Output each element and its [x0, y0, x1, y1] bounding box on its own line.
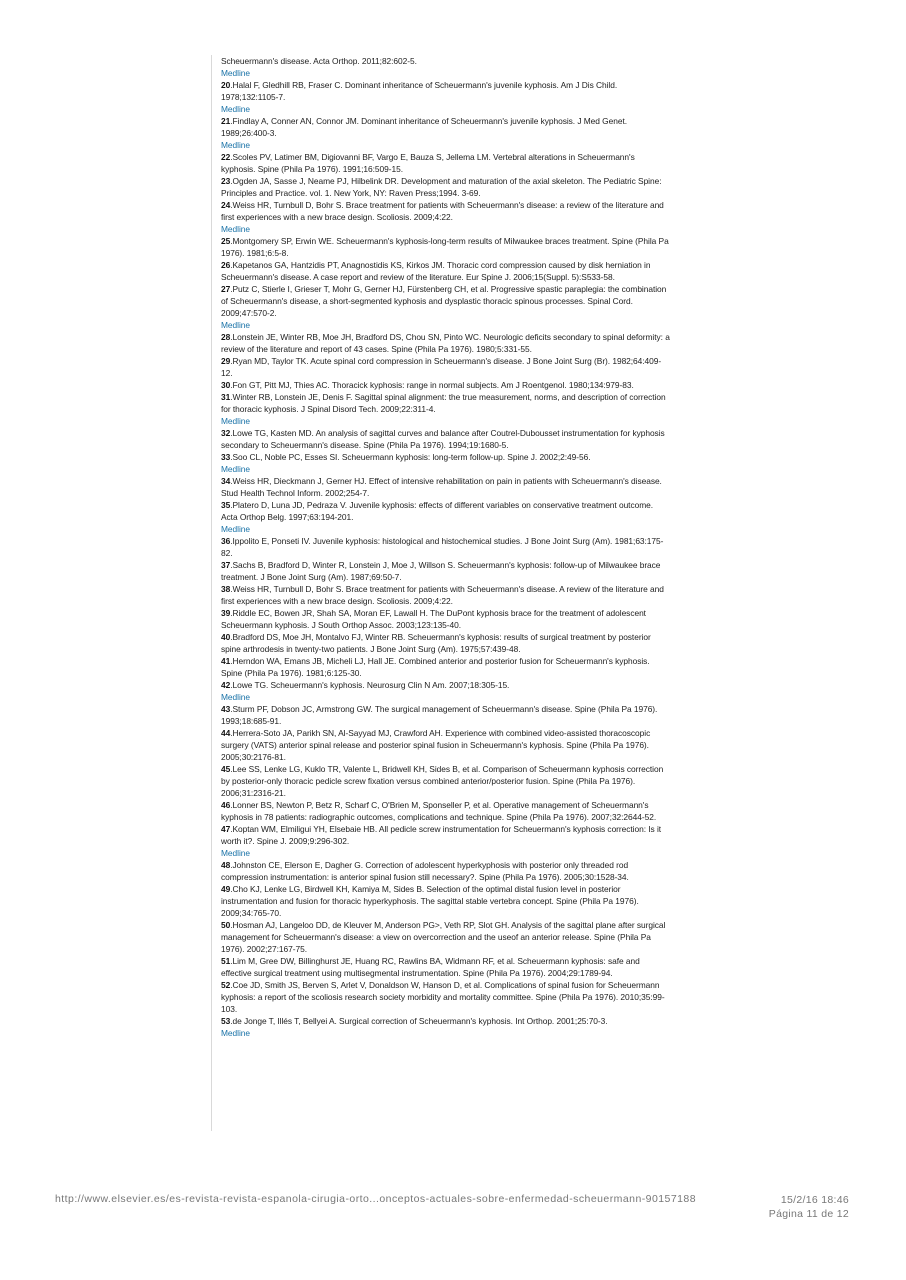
reference-text: .Weiss HR, Dieckmann J, Gerner HJ. Effect of intensive rehabilitation on pain in patients with Scheuermann's disease. Stud Health Technol Inform. 2002;254-7. — [221, 476, 662, 498]
medline-link[interactable]: Medline — [221, 68, 250, 78]
reference-text: .Riddle EC, Bowen JR, Shah SA, Moran EF, Lawall H. The DuPont kyphosis brace for the treatment of adolescent Scheuermann kyphosis. J South Orthop Assoc. 2003;123:135-40. — [221, 608, 646, 630]
reference-number: 29 — [221, 356, 231, 366]
reference-number: 42 — [221, 680, 231, 690]
reference-number: 49 — [221, 884, 231, 894]
reference-number: 28 — [221, 332, 231, 342]
footer-page-number: Página 11 de 12 — [768, 1208, 849, 1220]
reference-text: .Lee SS, Lenke LG, Kuklo TR, Valente L, Bridwell KH, Sides B, et al. Comparison of Scheuermann kyphosis correction by posterior-only thoracic pedicle screw fixation versus combined anterior/posterior fusion. Spine (Phila Pa 1976). 2006;31:2316-21. — [221, 764, 664, 798]
reference-text: .Platero D, Luna JD, Pedraza V. Juvenile kyphosis: effects of different variables on conservative treatment outcome. Acta Orthop Belg. 1997;63:194-201. — [221, 500, 654, 522]
reference-item — [221, 151, 671, 175]
reference-item — [221, 955, 671, 979]
reference-text: .Findlay A, Conner AN, Connor JM. Dominant inheritance of Scheuermann's juvenile kyphosis. J Med Genet. 1989;26:400-3. — [221, 116, 628, 138]
medline-link[interactable]: Medline — [221, 1028, 250, 1038]
reference-number: 40 — [221, 632, 231, 642]
footer-meta — [769, 1193, 849, 1221]
reference-text: .Hosman AJ, Langeloo DD, de Kleuver M, Anderson PG>, Veth RP, Slot GH. Analysis of the sagittal plane after surgical management for Scheuermann's disease: a view on overcorrection and the useof an anterior release. Spine (Phila Pa 1976). 2002;27:167-75. — [221, 920, 666, 954]
reference-number: 30 — [221, 380, 231, 390]
reference-item — [221, 259, 671, 283]
reference-item — [221, 919, 671, 955]
reference-number: 26 — [221, 260, 231, 270]
reference-item — [221, 823, 671, 859]
reference-item — [221, 391, 671, 427]
reference-number: 41 — [221, 656, 231, 666]
reference-text: .de Jonge T, Illés T, Bellyei A. Surgical correction of Scheuermann's kyphosis. Int Orthop. 2001;25:70-3. — [230, 1016, 608, 1026]
reference-number: 25 — [221, 236, 231, 246]
reference-text: .Soo CL, Noble PC, Esses SI. Scheuermann kyphosis: long-term follow-up. Spine J. 2002;2:49-56. — [230, 452, 591, 462]
reference-item — [221, 883, 671, 919]
reference-number: 27 — [221, 284, 231, 294]
reference-item — [221, 535, 671, 559]
reference-number: 39 — [221, 608, 231, 618]
reference-number: 44 — [221, 728, 231, 738]
reference-number: 31 — [221, 392, 231, 402]
reference-item — [221, 451, 671, 475]
reference-number: 23 — [221, 176, 231, 186]
reference-item — [221, 199, 671, 235]
reference-text: .Coe JD, Smith JS, Berven S, Arlet V, Donaldson W, Hanson D, et al. Complications of spinal fusion for Scheuermann kyphosis: a report of the scoliosis research society morbidity and mortality committee. Spine (Phila Pa 1976). 2010;35:99-103. — [221, 980, 665, 1014]
reference-item — [221, 559, 671, 583]
footer-datetime: 15/2/16 18:46 — [780, 1194, 849, 1206]
reference-number: 53 — [221, 1016, 231, 1026]
reference-text: .Putz C, Stierle I, Grieser T, Mohr G, Gerner HJ, Fürstenberg CH, et al. Progressive spastic paraplegia: the combination of Scheuermann's disease, a short-segmented kyphosis and dysplastic thoracic spinous processes. Spinal Cord. 2009;47:570-2. — [221, 284, 667, 318]
reference-number: 24 — [221, 200, 231, 210]
reference-item — [221, 115, 671, 151]
reference-number: 21 — [221, 116, 231, 126]
reference-item — [221, 175, 671, 199]
reference-item — [221, 607, 671, 631]
reference-text: .Ogden JA, Sasse J, Neame PJ, Hilbelink DR. Development and maturation of the axial skeleton. The Pediatric Spine: Principles and Practice. vol. 1. New York, NY: Raven Press;1994. 3-69. — [221, 176, 662, 198]
medline-link[interactable]: Medline — [221, 416, 250, 426]
reference-number: 48 — [221, 860, 231, 870]
reference-text: .Lowe TG. Scheuermann's kyphosis. Neurosurg Clin N Am. 2007;18:305-15. — [230, 680, 510, 690]
reference-number: 46 — [221, 800, 231, 810]
reference-number: 35 — [221, 500, 231, 510]
medline-link[interactable]: Medline — [221, 524, 250, 534]
reference-item — [221, 55, 671, 79]
reference-text: .Sachs B, Bradford D, Winter R, Lonstein J, Moe J, Willson S. Scheuermann's kyphosis: follow-up of Milwaukee brace treatment. J Bone Joint Surg (Am). 1987;69:50-7. — [221, 560, 661, 582]
reference-number: 45 — [221, 764, 231, 774]
reference-item — [221, 379, 671, 391]
reference-item — [221, 355, 671, 379]
reference-text: .Scoles PV, Latimer BM, Digiovanni BF, Vargo E, Bauza S, Jellema LM. Vertebral alterations in Scheuermann's kyphosis. Spine (Phila Pa 1976). 1991;16:509-15. — [221, 152, 635, 174]
reference-text: .Weiss HR, Turnbull D, Bohr S. Brace treatment for patients with Scheuermann's disease: a review of the literature and first experiences with a new brace design. Scoliosis. 2009;4:22. — [221, 200, 664, 222]
reference-item — [221, 499, 671, 535]
medline-link[interactable]: Medline — [221, 464, 250, 474]
reference-number: 32 — [221, 428, 231, 438]
reference-text: .Kapetanos GA, Hantzidis PT, Anagnostidis KS, Kirkos JM. Thoracic cord compression caused by disk herniation in Scheuermann's disease. A case report and review of the literature. Eur Spine J. 2006;15(Suppl. 5):S533-58. — [221, 260, 651, 282]
reference-number: 33 — [221, 452, 231, 462]
reference-text: .Weiss HR, Turnbull D, Bohr S. Brace treatment for patients with Scheuermann's disease. A review of the literature and first experiences with a new brace design. Scoliosis. 2009;4:22. — [221, 584, 664, 606]
reference-item — [221, 859, 671, 883]
reference-number: 20 — [221, 80, 231, 90]
reference-text: .Fon GT, Pitt MJ, Thies AC. Thoracick kyphosis: range in normal subjects. Am J Roentgenol. 1980;134:979-83. — [230, 380, 634, 390]
reference-item — [221, 763, 671, 799]
reference-number: 52 — [221, 980, 231, 990]
reference-item — [221, 475, 671, 499]
reference-text: .Herrera-Soto JA, Parikh SN, Al-Sayyad MJ, Crawford AH. Experience with combined video-assisted thoracoscopic surgery (VATS) anterior spinal release and posterior spinal fusion in Scheuermann's kyphosis. Spine (Phila Pa 1976). 2005;30:2176-81. — [221, 728, 651, 762]
reference-number: 22 — [221, 152, 231, 162]
reference-text: .Montgomery SP, Erwin WE. Scheuermann's kyphosis-long-term results of Milwaukee braces treatment. Spine (Phila Pa 1976). 1981;6:5-8. — [221, 236, 669, 258]
reference-number: 36 — [221, 536, 231, 546]
reference-text: .Koptan WM, Elmiligui YH, Elsebaie HB. All pedicle screw instrumentation for Scheuermann's kyphosis correction: Is it worth it?. Spine J. 2009;9:296-302. — [221, 824, 662, 846]
reference-number: 50 — [221, 920, 231, 930]
medline-link[interactable]: Medline — [221, 104, 250, 114]
reference-item — [221, 655, 671, 679]
reference-item — [221, 727, 671, 763]
reference-text: .Johnston CE, Elerson E, Dagher G. Correction of adolescent hyperkyphosis with posterior only threaded rod compression instrumentation: is anterior spinal fusion still necessary?. Spine (Phila Pa 1976). 2005;30:1528-34. — [221, 860, 629, 882]
reference-item — [221, 427, 671, 451]
reference-text: Scheuermann's disease. Acta Orthop. 2011;82:602-5. — [221, 56, 417, 66]
reference-text: .Halal F, Gledhill RB, Fraser C. Dominant inheritance of Scheuermann's juvenile kyphosis. Am J Dis Child. 1978;132:1105-7. — [221, 80, 618, 102]
medline-link[interactable]: Medline — [221, 848, 250, 858]
medline-link[interactable]: Medline — [221, 224, 250, 234]
footer-url: http://www.elsevier.es/es-revista-revista-espanola-cirugia-orto...onceptos-actuales-sobre-enfermedad-scheuermann-90157188 — [55, 1193, 696, 1205]
reference-item — [221, 79, 671, 115]
medline-link[interactable]: Medline — [221, 140, 250, 150]
reference-item — [221, 235, 671, 259]
reference-item — [221, 331, 671, 355]
reference-number: 38 — [221, 584, 231, 594]
reference-text: .Lonner BS, Newton P, Betz R, Scharf C, O'Brien M, Sponseller P, et al. Operative management of Scheuermann's kyphosis in 78 patients: radiographic outcomes, complications and technique. Spine (Phila Pa 1976). 2007;32:2644-52. — [221, 800, 657, 822]
reference-text: .Herndon WA, Emans JB, Micheli LJ, Hall JE. Combined anterior and posterior fusion for Scheuermann's kyphosis. Spine (Phila Pa 1976). 1981;6:125-30. — [221, 656, 650, 678]
reference-item — [221, 979, 671, 1015]
reference-text: .Lonstein JE, Winter RB, Moe JH, Bradford DS, Chou SN, Pinto WC. Neurologic deficits secondary to spinal deformity: a review of the literature and report of 43 cases. Spine (Phila Pa 1976). 1980;5:331-55. — [221, 332, 670, 354]
content-left-rule — [211, 55, 212, 1131]
reference-item — [221, 1015, 671, 1039]
reference-item — [221, 631, 671, 655]
reference-text: .Lim M, Gree DW, Billinghurst JE, Huang RC, Rawlins BA, Widmann RF, et al. Scheuermann kyphosis: safe and effective surgical treatment using multisegmental instrumentation. Spine (Phila Pa 1976). 2004;29:1789-94. — [221, 956, 640, 978]
reference-text: .Ippolito E, Ponseti IV. Juvenile kyphosis: histological and histochemical studies. J Bone Joint Surg (Am). 1981;63:175-82. — [221, 536, 664, 558]
reference-number: 37 — [221, 560, 231, 570]
reference-text: .Lowe TG, Kasten MD. An analysis of sagittal curves and balance after Coutrel-Dubousset instrumentation for kyphosis secondary to Scheuermann's disease. Spine (Phila Pa 1976). 1994;19:1680-5. — [221, 428, 665, 450]
reference-item — [221, 703, 671, 727]
medline-link[interactable]: Medline — [221, 692, 250, 702]
reference-number: 47 — [221, 824, 231, 834]
medline-link[interactable]: Medline — [221, 320, 250, 330]
reference-list — [221, 55, 671, 1039]
reference-text: .Ryan MD, Taylor TK. Acute spinal cord compression in Scheuermann's disease. J Bone Joint Surg (Br). 1982;64:409-12. — [221, 356, 662, 378]
reference-number: 43 — [221, 704, 231, 714]
reference-number: 34 — [221, 476, 231, 486]
reference-item — [221, 679, 671, 703]
reference-item — [221, 283, 671, 331]
reference-number: 51 — [221, 956, 231, 966]
reference-item — [221, 583, 671, 607]
reference-text: .Sturm PF, Dobson JC, Armstrong GW. The surgical management of Scheuermann's disease. Spine (Phila Pa 1976). 1993;18:685-91. — [221, 704, 658, 726]
reference-text: .Cho KJ, Lenke LG, Birdwell KH, Kamiya M, Sides B. Selection of the optimal distal fusion level in posterior instrumentation and fusion for thoracic hyperkyphosis. The sagittal stable vertebra concept. Spine (Phila Pa 1976). 2009;34:765-70. — [221, 884, 639, 918]
reference-text: .Bradford DS, Moe JH, Montalvo FJ, Winter RB. Scheuermann's kyphosis: results of surgical treatment by posterior spine arthrodesis in twenty-two patients. J Bone Joint Surg (Am). 1975;57:439-48. — [221, 632, 651, 654]
reference-item — [221, 799, 671, 823]
reference-text: .Winter RB, Lonstein JE, Denis F. Sagittal spinal alignment: the true measurement, norms, and description of correction for thoracic kyphosis. J Spinal Disord Tech. 2009;22:311-4. — [221, 392, 666, 414]
